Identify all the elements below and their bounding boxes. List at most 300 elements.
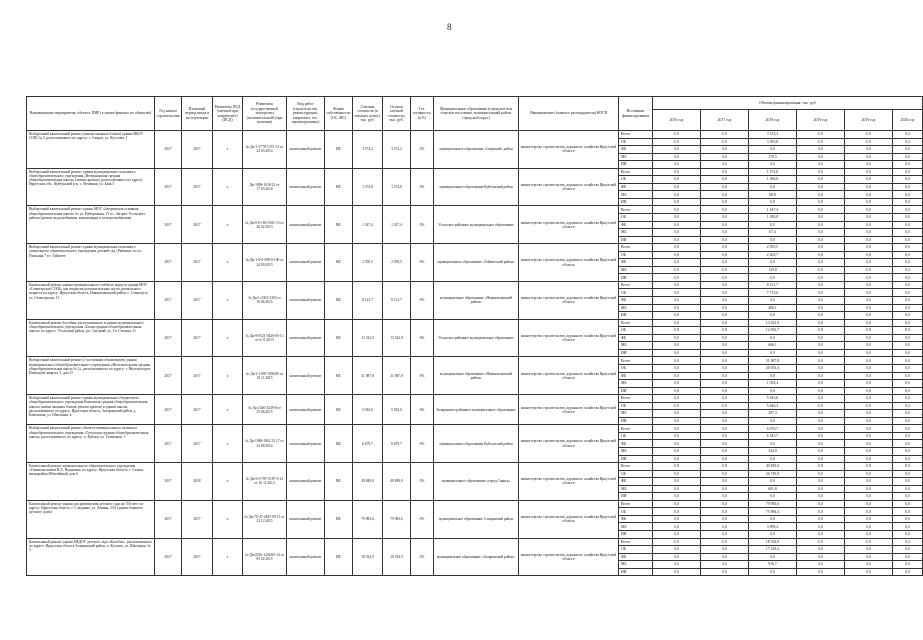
funding-amount: 0,0 [893, 236, 923, 244]
funding-source: ОБ [619, 432, 653, 440]
funding-amount: 0,0 [701, 183, 749, 191]
work-type: капитальный ремонт [287, 357, 325, 395]
readiness: 0% [411, 131, 434, 169]
funding-amount: 0,0 [749, 372, 797, 380]
funding-amount: 0,0 [893, 349, 923, 357]
funding-amount: 0,0 [701, 485, 749, 493]
table-row [27, 281, 923, 289]
funding-amount: 0,0 [845, 357, 893, 365]
funding-amount: 0,0 [845, 372, 893, 380]
funding-amount: 0,0 [701, 168, 749, 176]
ownership-form: МС [325, 131, 353, 169]
municipality: муниципальное образование Куйтунский район [434, 168, 519, 206]
funding-amount: 0,0 [845, 395, 893, 403]
funding-source: ИИ [619, 312, 653, 320]
funding-amount: 0,0 [653, 319, 701, 327]
funding-source: ОБ [619, 546, 653, 554]
funding-table-container [26, 96, 915, 636]
funding-source: Всего [619, 463, 653, 471]
funding-amount: 1 374,8 [749, 168, 797, 176]
funding-amount: 67,4 [749, 229, 797, 237]
funding-amount: 0,0 [893, 153, 923, 161]
object-name: Капитальный ремонт муниципального образовательного учреждения «Гимназия имени В.А. Надькина» по адресу: Иркутская область, г. Саянск, микрорайон Юбилейный, дом 6 [27, 463, 155, 501]
funding-amount: 2 595,5 [749, 244, 797, 252]
psd-mark: х [213, 463, 243, 501]
funding-amount: 0,0 [845, 417, 893, 425]
funding-amount: 0,0 [701, 221, 749, 229]
funding-amount: 0,0 [845, 266, 893, 274]
funding-source: ОБ [619, 289, 653, 297]
funding-amount: 0,0 [653, 440, 701, 448]
table-row [27, 500, 923, 508]
commission-year: 2017 [182, 131, 213, 169]
header-name: Наименование мероприятия, объекта, ПИР (в увязке финансо во объектам) [27, 97, 155, 131]
municipality: Заларинское районное муниципальное образование [434, 395, 519, 425]
funding-amount: 0,0 [845, 478, 893, 486]
funding-amount: 0,0 [797, 357, 845, 365]
commission-year: 2017 [182, 244, 213, 282]
municipality: Усольское районное муниципальное образование [434, 319, 519, 357]
funding-amount: 0,0 [845, 191, 893, 199]
funding-amount: 0,0 [893, 515, 923, 523]
funding-amount: 0,0 [845, 244, 893, 252]
funding-amount: 0,0 [653, 146, 701, 154]
funding-amount: 0,0 [845, 530, 893, 538]
municipality: муниципальное образование «Заларинский район» [434, 538, 519, 576]
funding-amount: 0,0 [893, 538, 923, 546]
funding-amount: 0,0 [701, 229, 749, 237]
funding-amount: 0,0 [797, 553, 845, 561]
start-year: 2017 [155, 500, 182, 538]
municipality: муниципальное образование Слюдянский район [434, 500, 519, 538]
funding-amount: 0,0 [797, 327, 845, 335]
funding-amount: 0,0 [749, 530, 797, 538]
expertise-ref: № Дн-1-1108-1596/00 от 16.11.2015 [243, 357, 287, 395]
funding-amount: 0,0 [701, 312, 749, 320]
funding-amount: 0,0 [701, 244, 749, 252]
funding-amount: 0,0 [893, 523, 923, 531]
funding-amount: 0,0 [701, 478, 749, 486]
funding-source: ФБ [619, 297, 653, 305]
funding-amount: 0,0 [893, 530, 923, 538]
funding-amount: 0,0 [845, 463, 893, 471]
remaining-cost: 2 595,5 [383, 244, 411, 282]
work-type: капитальный ремонт [287, 131, 325, 169]
funding-amount: 0,0 [845, 410, 893, 418]
ownership-form: МС [325, 500, 353, 538]
header-funding-group: Объемы финансирования, тыс. руб [653, 97, 923, 110]
funding-source: МБ [619, 410, 653, 418]
funding-amount: 0,0 [893, 198, 923, 206]
funding-amount: 0,0 [749, 478, 797, 486]
funding-amount: 0,0 [893, 281, 923, 289]
funding-source: ИИ [619, 161, 653, 169]
funding-amount: 0,0 [653, 281, 701, 289]
funding-source: МБ [619, 380, 653, 388]
psd-mark: х [213, 357, 243, 395]
funding-amount: 0,0 [893, 334, 923, 342]
funding-amount: 0,0 [653, 229, 701, 237]
funding-amount: 0,0 [845, 319, 893, 327]
funding-amount: 1 347,4 [749, 206, 797, 214]
start-year: 2017 [155, 357, 182, 395]
ownership-form: МС [325, 319, 353, 357]
funding-source: МБ [619, 485, 653, 493]
funding-amount: 0,0 [845, 297, 893, 305]
funding-amount: 0,0 [845, 274, 893, 282]
funding-source: МБ [619, 304, 653, 312]
funding-amount: 0,0 [653, 508, 701, 516]
funding-amount: 0,0 [893, 131, 923, 139]
funding-amount: 0,0 [797, 387, 845, 395]
funding-amount: 0,0 [701, 266, 749, 274]
funding-amount: 0,0 [653, 176, 701, 184]
funding-amount: 18 334,9 [749, 538, 797, 546]
funding-amount: 0,0 [701, 289, 749, 297]
funding-amount: 6 345,7 [749, 432, 797, 440]
commission-year: 2017 [182, 206, 213, 244]
funding-amount: 0,0 [797, 425, 845, 433]
funding-amount: 0,0 [797, 281, 845, 289]
funding-source: ФБ [619, 372, 653, 380]
object-name: Капитальный ремонт здания МБДОУ детского сада «Колобок», расположенного по адресу: Иркутская область Заларинский район, п. Кутулик, ул. Школьная, № 5 [27, 538, 155, 576]
funding-source: ИИ [619, 530, 653, 538]
funding-amount: 0,0 [797, 138, 845, 146]
funding-amount: 0,0 [653, 312, 701, 320]
funding-source: МБ [619, 561, 653, 569]
funding-source: ФБ [619, 440, 653, 448]
estimated-cost: 6 679,7 [353, 425, 383, 463]
object-name: Выборочный капитальный ремонт здания муниципального казенного общеобразовательного учреждения «Вечернинская средняя общеобразовательная школа» (замена кровли), расположенного по адресу: Иркутская обл., Куйтунский р-н, с. Вечерняя, ул. Баяк 5 [27, 168, 155, 206]
municipality: муниципальное образование «Нижнеилимский район» [434, 281, 519, 319]
funding-amount: 0,0 [653, 327, 701, 335]
funding-amount: 0,0 [893, 546, 923, 554]
funding-amount: 0,0 [797, 153, 845, 161]
readiness: 0% [411, 319, 434, 357]
funding-amount: 0,0 [893, 289, 923, 297]
funding-source: ФБ [619, 259, 653, 267]
expertise-ref: № Дн-2256-1254/00-14 от 09.02.2015 [243, 538, 287, 576]
funding-amount: 0,0 [797, 214, 845, 222]
funding-amount: 0,0 [797, 447, 845, 455]
funding-amount: 0,0 [797, 274, 845, 282]
funding-amount: 0,0 [845, 515, 893, 523]
funding-source: МБ [619, 266, 653, 274]
funding-source: ОБ [619, 508, 653, 516]
header-remaining: Остаток сметной стоимости, тыс. руб. [383, 97, 411, 131]
readiness: 0% [411, 538, 434, 576]
funding-amount: 0,0 [653, 372, 701, 380]
funding-amount: 0,0 [653, 131, 701, 139]
funding-source: ФБ [619, 146, 653, 154]
funding-amount: 0,0 [797, 319, 845, 327]
remaining-cost: 8 121,7 [383, 281, 411, 319]
funding-source: ИИ [619, 455, 653, 463]
funding-amount: 0,0 [893, 176, 923, 184]
funding-amount: 0,0 [653, 417, 701, 425]
funding-amount: 0,0 [845, 138, 893, 146]
commission-year: 2017 [182, 538, 213, 576]
funding-amount: 0,0 [797, 538, 845, 546]
funding-amount: 0,0 [845, 281, 893, 289]
estimated-cost: 3 574,2 [353, 131, 383, 169]
funding-amount: 0,0 [893, 553, 923, 561]
remaining-cost: 5 943,6 [383, 395, 411, 425]
funding-source: МБ [619, 447, 653, 455]
funding-amount: 0,0 [797, 244, 845, 252]
funding-amount: 0,0 [845, 553, 893, 561]
funding-amount: 681,8 [749, 485, 797, 493]
table-row [27, 463, 923, 471]
psd-mark: х [213, 538, 243, 576]
table-row [27, 395, 923, 403]
executor: министерство строительства, дорожного хозяйства Иркутской области [519, 395, 619, 425]
funding-amount: 0,0 [701, 214, 749, 222]
funding-amount: 0,0 [653, 251, 701, 259]
funding-amount: 0,0 [845, 402, 893, 410]
funding-amount: 0,0 [701, 553, 749, 561]
funding-amount: 0,0 [797, 402, 845, 410]
funding-amount: 0,0 [653, 387, 701, 395]
funding-amount: 0,0 [893, 455, 923, 463]
header-executor: Наименование (главного распорядителя) НОГВ [519, 97, 619, 131]
funding-amount: 0,0 [653, 289, 701, 297]
funding-amount: 79 983,6 [749, 500, 797, 508]
funding-amount: 129,8 [749, 266, 797, 274]
object-name: Выборочный капитальный ремонт здания муниципального казенного дошкольного образовательного учреждения детский сад «Рябинка» по ул. Пушкина 7 в г. Тайшете [27, 244, 155, 282]
work-type: капитальный ремонт [287, 463, 325, 501]
funding-amount: 0,0 [797, 380, 845, 388]
funding-amount: 1 054,4 [749, 380, 797, 388]
funding-amount: 0,0 [893, 364, 923, 372]
funding-amount: 0,0 [845, 455, 893, 463]
funding-amount: 1 306,0 [749, 176, 797, 184]
funding-source: Всего [619, 281, 653, 289]
funding-amount: 3 574,3 [749, 131, 797, 139]
funding-amount: 0,0 [653, 515, 701, 523]
funding-amount: 0,0 [701, 191, 749, 199]
funding-amount: 0,0 [893, 266, 923, 274]
funding-amount: 0,0 [797, 221, 845, 229]
funding-amount: 0,0 [653, 297, 701, 305]
funding-amount: 0,0 [701, 463, 749, 471]
funding-amount: 0,0 [797, 251, 845, 259]
funding-amount: 0,0 [845, 312, 893, 320]
funding-amount: 0,0 [797, 568, 845, 576]
funding-amount: 21 087,8 [749, 357, 797, 365]
funding-amount: 0,0 [893, 138, 923, 146]
funding-amount: 0,0 [701, 402, 749, 410]
funding-amount: 0,0 [749, 349, 797, 357]
funding-amount: 0,0 [653, 402, 701, 410]
funding-source: ФБ [619, 183, 653, 191]
psd-mark: х [213, 131, 243, 169]
funding-source: ИИ [619, 568, 653, 576]
funding-amount: 6 679,7 [749, 425, 797, 433]
remaining-cost: 1 374,8 [383, 168, 411, 206]
funding-amount: 334,0 [749, 447, 797, 455]
funding-amount: 0,0 [893, 425, 923, 433]
funding-amount: 5 646,3 [749, 402, 797, 410]
funding-amount: 68,8 [749, 191, 797, 199]
funding-amount: 0,0 [653, 470, 701, 478]
estimated-cost: 2 595,5 [353, 244, 383, 282]
funding-amount: 0,0 [701, 455, 749, 463]
expertise-ref: № Дн-1-1778-1573-13 от 24.03.2014 [243, 131, 287, 169]
expertise-ref: № Дн-1968-1902 12 17 от 22.08.2014 [243, 425, 287, 463]
funding-amount: 0,0 [653, 349, 701, 357]
psd-mark: х [213, 206, 243, 244]
object-name: Капитальный ремонт здания для размещения детского сада на 150 мест по адресу: Иркутская область, г. Слюдянка, ул. Ленина, 23А (здание бывшего детского дома) [27, 500, 155, 538]
object-name: Капитальный ремонт здания муниципального учебного корпуса здания МОУ «Семигорская СОШ» для открытия дополнительных групп дошкольного возраста по адресу: Иркутская область, Нижнеилимский район, с. Семигорск, ул. Семигорская, 15 [27, 281, 155, 319]
funding-amount: 0,0 [845, 568, 893, 576]
expertise-ref: № Дн-78-47-2847-09 15 от 22.12.2015 [243, 500, 287, 538]
funding-amount: 0,0 [893, 221, 923, 229]
table-row [27, 425, 923, 433]
funding-amount: 0,0 [893, 410, 923, 418]
funding-amount: 0,0 [845, 485, 893, 493]
funding-amount: 17 418,2 [749, 546, 797, 554]
executor: министерство строительства, дорожного хозяйства Иркутской области [519, 131, 619, 169]
funding-amount: 0,0 [797, 432, 845, 440]
funding-amount: 0,0 [653, 455, 701, 463]
funding-source: МБ [619, 153, 653, 161]
object-name: Выборочный капитальный ремонт (с частичным обновлением) здания муниципального общеобразовательного учреждения «Железногорская средняя общеобразовательная школа № 1», расположенного по адресу: г. Железногорск-Илимский, квартал 3, дом 37 [27, 357, 155, 395]
funding-amount: 0,0 [797, 530, 845, 538]
funding-amount: 0,0 [797, 183, 845, 191]
funding-amount: 75 984,4 [749, 508, 797, 516]
funding-amount: 0,0 [845, 500, 893, 508]
table-row [27, 357, 923, 365]
funding-amount: 0,0 [845, 304, 893, 312]
funding-amount: 0,0 [893, 244, 923, 252]
funding-amount: 0,0 [653, 161, 701, 169]
executor: министерство строительства, дорожного хозяйства Иркутской области [519, 425, 619, 463]
work-type: капитальный ремонт [287, 168, 325, 206]
funding-amount: 0,0 [845, 131, 893, 139]
funding-amount: 0,0 [701, 538, 749, 546]
work-type: капитальный ремонт [287, 281, 325, 319]
psd-mark: х [213, 395, 243, 425]
funding-amount: 0,0 [797, 515, 845, 523]
funding-source: Всего [619, 206, 653, 214]
funding-amount: 0,0 [701, 515, 749, 523]
funding-amount: 0,0 [749, 146, 797, 154]
funding-amount: 0,0 [797, 297, 845, 305]
psd-mark: х [213, 425, 243, 463]
start-year: 2017 [155, 425, 182, 463]
funding-amount: 0,0 [749, 198, 797, 206]
header-year: 2020 год [893, 110, 923, 131]
funding-amount: 0,0 [749, 334, 797, 342]
funding-amount: 0,0 [701, 432, 749, 440]
funding-amount: 0,0 [797, 455, 845, 463]
start-year: 2017 [155, 281, 182, 319]
readiness: 0% [411, 281, 434, 319]
funding-amount: 0,0 [893, 168, 923, 176]
start-year: 2017 [155, 463, 182, 501]
readiness: 0% [411, 500, 434, 538]
psd-mark: х [213, 319, 243, 357]
funding-amount: 0,0 [701, 138, 749, 146]
executor: министерство строительства, дорожного хозяйства Иркутской области [519, 463, 619, 501]
header-work-type: Вид работ (строительство, реконструкция, капремонт, тех. перевооружение) [287, 97, 325, 131]
funding-amount: 0,0 [893, 440, 923, 448]
funding-amount: 0,0 [653, 538, 701, 546]
funding-amount: 0,0 [653, 561, 701, 569]
remaining-cost: 49 849,0 [383, 463, 411, 501]
psd-mark: х [213, 500, 243, 538]
funding-source: ОБ [619, 402, 653, 410]
funding-amount: 0,0 [797, 478, 845, 486]
funding-amount: 0,0 [749, 274, 797, 282]
ownership-form: МС [325, 168, 353, 206]
funding-amount: 0,0 [749, 515, 797, 523]
funding-source: Всего [619, 357, 653, 365]
readiness: 0% [411, 244, 434, 282]
psd-mark: х [213, 168, 243, 206]
executor: министерство строительства, дорожного хозяйства Иркутской области [519, 357, 619, 395]
funding-amount: 0,0 [653, 523, 701, 531]
funding-amount: 0,0 [893, 561, 923, 569]
object-name: Капитальный ремонт бассейна, расположенного в здании муниципального общеобразовательного учреждения «Белая средняя общеобразовательная школа» по адресу: Усольский район, р.п. Средний, ул. 3-я Степная, 11 [27, 319, 155, 357]
remaining-cost: 21 087,8 [383, 357, 411, 395]
funding-amount: 13 322,9 [749, 319, 797, 327]
funding-amount: 0,0 [797, 304, 845, 312]
funding-amount: 0,0 [845, 432, 893, 440]
funding-source: ИИ [619, 274, 653, 282]
municipality: Усольское районное муниципальное образование [434, 206, 519, 244]
header-year: 2018 год [749, 110, 797, 131]
funding-source: ФБ [619, 553, 653, 561]
expertise-ref: № Дн-0-0521-0426-05-13 от 6.11.2013 [243, 319, 287, 357]
table-row [27, 244, 923, 252]
funding-amount: 0,0 [797, 546, 845, 554]
funding-amount: 0,0 [653, 214, 701, 222]
funding-amount: 0,0 [701, 546, 749, 554]
funding-amount: 0,0 [701, 297, 749, 305]
funding-amount: 0,0 [653, 206, 701, 214]
funding-amount: 0,0 [845, 176, 893, 184]
estimated-cost: 8 121,7 [353, 281, 383, 319]
funding-amount: 0,0 [845, 327, 893, 335]
funding-amount: 1 280,0 [749, 214, 797, 222]
funding-source: ИИ [619, 198, 653, 206]
funding-amount: 0,0 [653, 553, 701, 561]
executor: министерство строительства, дорожного хозяйства Иркутской области [519, 168, 619, 206]
object-name: Выборочный капитальный ремонт (замена оконных блоков) здания МБОУ СОШ № 2, расположенного по адресу: г. Свирск, ул. Кутузова, 2 [27, 131, 155, 169]
funding-amount: 0,0 [797, 191, 845, 199]
funding-amount: 0,0 [797, 485, 845, 493]
funding-amount: 297,3 [749, 410, 797, 418]
funding-amount: 0,0 [653, 447, 701, 455]
funding-amount: 8 121,7 [749, 281, 797, 289]
funding-source: ОБ [619, 214, 653, 222]
estimated-cost: 13 322,9 [353, 319, 383, 357]
expertise-ref: Дн-1098-1616/12 от 17.03.2014 [243, 168, 287, 206]
object-name: Выборочный капитальный ремонт здания МОУ «Загоринская основная общеобразовательная школа» по ул. Набережная, 15 в с. Загорье Усольского района (ремонт водоснабжения, канализации и электроснабжения) [27, 206, 155, 244]
funding-amount: 0,0 [893, 297, 923, 305]
funding-amount: 0,0 [845, 508, 893, 516]
header-ownership: Форма собственности (ОС, МС) [325, 97, 353, 131]
executor: министерство строительства, дорожного хозяйства Иркутской области [519, 281, 619, 319]
funding-amount: 0,0 [893, 259, 923, 267]
funding-amount: 0,0 [797, 259, 845, 267]
funding-amount: 0,0 [893, 463, 923, 471]
funding-amount: 0,0 [797, 146, 845, 154]
funding-amount: 20 033,4 [749, 364, 797, 372]
remaining-cost: 13 322,9 [383, 319, 411, 357]
